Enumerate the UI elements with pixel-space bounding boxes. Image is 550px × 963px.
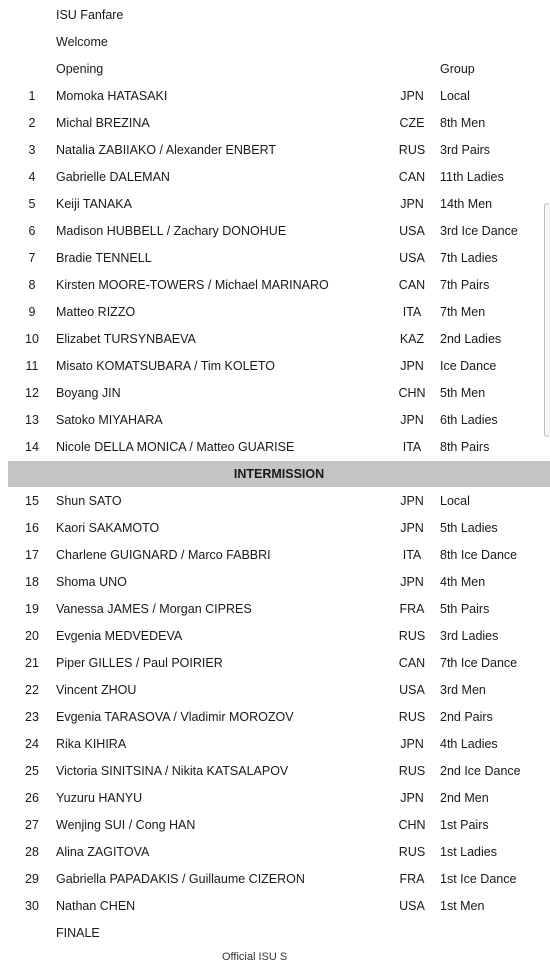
skater-name: Alina ZAGITOVA (56, 844, 150, 859)
skater-row (0, 433, 550, 460)
group-label: 4th Ladies (440, 736, 498, 751)
skater-name: Kirsten MOORE-TOWERS / Michael MARINARO (56, 277, 329, 292)
skater-name: Keiji TANAKA (56, 196, 132, 211)
skater-row (0, 379, 550, 406)
group-label: 8th Ice Dance (440, 547, 518, 562)
country-code: JPN (400, 358, 424, 373)
group-label: 8th Pairs (440, 439, 490, 454)
country-code: FRA (399, 871, 425, 886)
skater-row (0, 325, 550, 352)
skater-name: Vanessa JAMES / Morgan CIPRES (56, 601, 252, 616)
start-number: 16 (25, 520, 39, 535)
program-item (0, 919, 550, 946)
skater-name: Nathan CHEN (56, 898, 136, 913)
country-code: RUS (398, 709, 426, 724)
country-code: CAN (398, 655, 426, 670)
skater-row (0, 217, 550, 244)
start-number: 4 (28, 169, 36, 184)
country-code: ITA (402, 439, 422, 454)
start-number: 21 (25, 655, 39, 670)
skater-row (0, 352, 550, 379)
country-code: RUS (398, 844, 426, 859)
group-label: 5th Ladies (440, 520, 498, 535)
program-item (0, 55, 550, 82)
country-code: CZE (399, 115, 425, 130)
country-code: JPN (400, 412, 424, 427)
skater-name: Madison HUBBELL / Zachary DONOHUE (56, 223, 287, 238)
start-number: 6 (28, 223, 36, 238)
skater-name: Shun SATO (56, 493, 122, 508)
start-number: 25 (25, 763, 39, 778)
start-number: 15 (25, 493, 39, 508)
skater-row (0, 784, 550, 811)
group-label: Ice Dance (440, 358, 497, 373)
skater-name: Satoko MIYAHARA (56, 412, 163, 427)
skater-row (0, 82, 550, 109)
start-number: 3 (28, 142, 36, 157)
program-item-label: Opening (56, 61, 104, 76)
skater-name: Rika KIHIRA (56, 736, 127, 751)
start-number: 8 (28, 277, 36, 292)
country-code: CAN (398, 277, 426, 292)
skater-name: Natalia ZABIIAKO / Alexander ENBERT (56, 142, 277, 157)
start-number: 10 (25, 331, 39, 346)
group-label: 3rd Pairs (440, 142, 491, 157)
group-label: Local (440, 493, 470, 508)
country-code: CHN (398, 817, 426, 832)
skater-name: Vincent ZHOU (56, 682, 137, 697)
group-column-header: Group (440, 61, 475, 76)
skater-name: Piper GILLES / Paul POIRIER (56, 655, 223, 670)
group-label: 1st Pairs (440, 817, 489, 832)
group-label: 8th Men (440, 115, 486, 130)
program-item-label: FINALE (56, 925, 100, 940)
start-number: 14 (25, 439, 39, 454)
group-label: 7th Ice Dance (440, 655, 518, 670)
start-number: 24 (25, 736, 39, 751)
scrollbar-thumb[interactable] (544, 203, 550, 437)
program-item (0, 1, 550, 28)
country-code: JPN (400, 574, 424, 589)
skater-name: Yuzuru HANYU (56, 790, 143, 805)
group-label: 2nd Ice Dance (440, 763, 521, 778)
program-item (0, 28, 550, 55)
skater-name: Evgenia MEDVEDEVA (56, 628, 183, 643)
country-code: RUS (398, 763, 426, 778)
start-number: 29 (25, 871, 39, 886)
skater-row (0, 649, 550, 676)
group-label: 2nd Pairs (440, 709, 493, 724)
group-label: 14th Men (440, 196, 493, 211)
start-number: 28 (25, 844, 39, 859)
country-code: CHN (398, 385, 426, 400)
group-label: 7th Ladies (440, 250, 498, 265)
skater-name: Kaori SAKAMOTO (56, 520, 160, 535)
group-label: 5th Men (440, 385, 486, 400)
group-label: 1st Men (440, 898, 485, 913)
skater-row (0, 595, 550, 622)
country-code: FRA (399, 601, 425, 616)
program-item-label: Welcome (56, 34, 108, 49)
start-number: 22 (25, 682, 39, 697)
country-code: USA (399, 250, 425, 265)
skater-row (0, 109, 550, 136)
group-label: 6th Ladies (440, 412, 498, 427)
start-number: 12 (25, 385, 39, 400)
start-number: 19 (25, 601, 39, 616)
group-label: 7th Pairs (440, 277, 490, 292)
skater-row (0, 298, 550, 325)
skater-row (0, 865, 550, 892)
skater-name: Victoria SINITSINA / Nikita KATSALAPOV (56, 763, 289, 778)
skater-name: Momoka HATASAKI (56, 88, 168, 103)
program-item-label: ISU Fanfare (56, 7, 124, 22)
country-code: ITA (402, 304, 422, 319)
start-number: 18 (25, 574, 39, 589)
skater-row (0, 514, 550, 541)
intermission-banner: INTERMISSION (8, 461, 550, 487)
group-label: 2nd Ladies (440, 331, 502, 346)
country-code: JPN (400, 196, 424, 211)
start-number: 2 (28, 115, 36, 130)
footer-text: Official ISU S (222, 951, 288, 963)
start-number: 30 (25, 898, 39, 913)
country-code: ITA (402, 547, 422, 562)
skater-row (0, 487, 550, 514)
country-code: USA (399, 223, 425, 238)
country-code: RUS (398, 142, 426, 157)
skater-row (0, 541, 550, 568)
start-number: 23 (25, 709, 39, 724)
start-number: 20 (25, 628, 39, 643)
country-code: USA (399, 682, 425, 697)
skater-row (0, 838, 550, 865)
skater-name: Nicole DELLA MONICA / Matteo GUARISE (56, 439, 295, 454)
group-label: 11th Ladies (440, 169, 504, 184)
skater-row (0, 676, 550, 703)
group-label: 5th Pairs (440, 601, 490, 616)
group-label: 7th Men (440, 304, 486, 319)
group-label: Local (440, 88, 470, 103)
skater-row (0, 757, 550, 784)
skater-name: Bradie TENNELL (56, 250, 152, 265)
country-code: KAZ (399, 331, 425, 346)
skater-row (0, 136, 550, 163)
start-number: 11 (25, 358, 39, 373)
skater-row (0, 163, 550, 190)
skater-name: Misato KOMATSUBARA / Tim KOLETO (56, 358, 276, 373)
skater-name: Wenjing SUI / Cong HAN (56, 817, 196, 832)
skater-name: Boyang JIN (56, 385, 121, 400)
skater-row (0, 568, 550, 595)
group-label: 1st Ice Dance (440, 871, 517, 886)
skater-row (0, 190, 550, 217)
skater-name: Charlene GUIGNARD / Marco FABBRI (56, 547, 271, 562)
skater-row (0, 271, 550, 298)
group-label: 1st Ladies (440, 844, 497, 859)
skater-row (0, 406, 550, 433)
country-code: JPN (400, 736, 424, 751)
group-label: 2nd Men (440, 790, 489, 805)
skater-row (0, 622, 550, 649)
skater-name: Matteo RIZZO (56, 304, 136, 319)
skater-name: Gabrielle DALEMAN (56, 169, 170, 184)
skater-name: Elizabet TURSYNBAEVA (56, 331, 196, 346)
country-code: JPN (400, 790, 424, 805)
group-label: 4th Men (440, 574, 486, 589)
group-label: 3rd Ice Dance (440, 223, 518, 238)
skater-name: Shoma UNO (56, 574, 127, 589)
start-number: 13 (25, 412, 39, 427)
group-label: 3rd Ladies (440, 628, 499, 643)
skater-row (0, 811, 550, 838)
country-code: USA (399, 898, 425, 913)
group-label: 3rd Men (440, 682, 486, 697)
country-code: JPN (400, 520, 424, 535)
start-number: 27 (25, 817, 39, 832)
country-code: CAN (398, 169, 426, 184)
skater-row (0, 730, 550, 757)
start-number: 17 (25, 547, 39, 562)
country-code: JPN (400, 88, 424, 103)
skater-name: Michal BREZINA (56, 115, 150, 130)
skater-row (0, 244, 550, 271)
start-number: 1 (28, 88, 36, 103)
country-code: RUS (398, 628, 426, 643)
start-number: 7 (28, 250, 36, 265)
skater-row (0, 892, 550, 919)
start-number: 26 (25, 790, 39, 805)
skater-name: Evgenia TARASOVA / Vladimir MOROZOV (56, 709, 294, 724)
start-number: 5 (28, 196, 36, 211)
start-number: 9 (28, 304, 36, 319)
country-code: JPN (400, 493, 424, 508)
skater-name: Gabriella PAPADAKIS / Guillaume CIZERON (56, 871, 305, 886)
skater-row (0, 703, 550, 730)
